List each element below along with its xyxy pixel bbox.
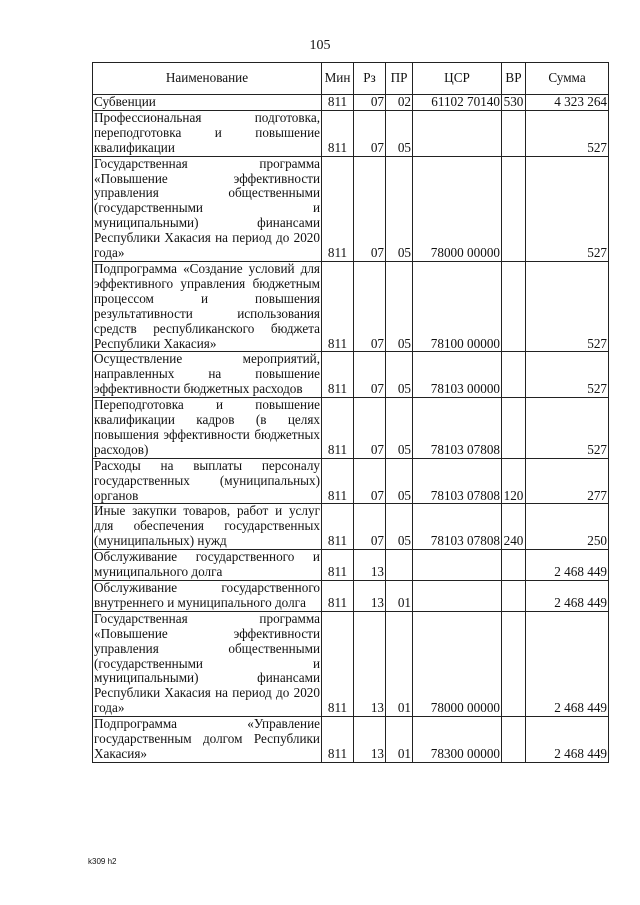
row-csr: 78000 00000 — [413, 156, 502, 261]
row-pr: 05 — [386, 398, 413, 459]
row-name: Обслуживание государственного и муниципального долга — [94, 549, 320, 580]
header-rz: Рз — [354, 63, 386, 95]
row-rz: 13 — [354, 611, 386, 716]
table-header-row — [93, 63, 609, 95]
row-pr: 05 — [386, 458, 413, 504]
footer-code: k309 h2 — [88, 857, 117, 866]
table-row — [93, 550, 609, 581]
row-pr — [386, 550, 413, 581]
row-rz: 13 — [354, 550, 386, 581]
row-min: 811 — [322, 550, 354, 581]
row-min: 811 — [322, 261, 354, 351]
row-rz: 07 — [354, 95, 386, 111]
row-min: 811 — [322, 717, 354, 763]
row-pr: 02 — [386, 95, 413, 111]
row-vr — [502, 156, 526, 261]
row-pr: 05 — [386, 261, 413, 351]
row-name: Расходы на выплаты персоналу государственных (муниципальных) органов — [94, 458, 320, 503]
row-vr — [502, 352, 526, 398]
table-row — [93, 504, 609, 550]
row-name: Подпрограмма «Управление государственным долгом Республики Хакасия» — [94, 716, 320, 761]
row-min: 811 — [322, 398, 354, 459]
row-min: 811 — [322, 581, 354, 612]
row-sum: 2 468 449 — [526, 581, 609, 612]
row-rz: 07 — [354, 398, 386, 459]
row-rz: 07 — [354, 261, 386, 351]
row-min: 811 — [322, 458, 354, 504]
row-pr: 05 — [386, 156, 413, 261]
table-row — [93, 261, 609, 351]
row-vr — [502, 581, 526, 612]
row-name: Обслуживание государственного внутреннего и муниципального долга — [94, 580, 320, 610]
row-csr — [413, 550, 502, 581]
row-csr: 78100 00000 — [413, 261, 502, 351]
row-pr: 01 — [386, 581, 413, 612]
row-vr — [502, 110, 526, 156]
row-name: Переподготовка и повышение квалификации кадров (в целях повышения эффективности бюджетных расходов) — [94, 397, 320, 457]
row-min: 811 — [322, 504, 354, 550]
row-csr: 78103 07808 — [413, 504, 502, 550]
row-csr: 61102 70140 — [413, 95, 502, 111]
row-min: 811 — [322, 352, 354, 398]
table-row — [93, 717, 609, 763]
row-min: 811 — [322, 110, 354, 156]
row-pr: 05 — [386, 504, 413, 550]
row-csr — [413, 581, 502, 612]
page-number: 105 — [309, 38, 331, 53]
row-rz: 07 — [354, 504, 386, 550]
row-csr: 78103 07808 — [413, 458, 502, 504]
row-vr — [502, 611, 526, 716]
row-vr — [502, 550, 526, 581]
row-name: Подпрограмма «Создание условий для эффективного управления бюджетным процессом и повышения результативности использования средств республиканского бюджета Республики Хакасия» — [94, 261, 320, 351]
table-row — [93, 458, 609, 504]
row-sum: 527 — [526, 110, 609, 156]
row-name: Государственная программа «Повышение эффективности управления общественными (государственными и муниципальными) финансами Республики Хакасия на период до 2020 года» — [94, 156, 320, 261]
row-vr: 530 — [502, 95, 526, 111]
row-vr — [502, 261, 526, 351]
row-name: Иные закупки товаров, работ и услуг для обеспечения государственных (муниципальных) нужд — [94, 503, 320, 549]
table-row — [93, 352, 609, 398]
row-sum: 277 — [526, 458, 609, 504]
row-csr: 78103 00000 — [413, 352, 502, 398]
table-row — [93, 581, 609, 612]
row-sum: 527 — [526, 352, 609, 398]
row-rz: 07 — [354, 110, 386, 156]
row-pr: 05 — [386, 110, 413, 156]
row-csr — [413, 110, 502, 156]
row-sum: 250 — [526, 504, 609, 550]
row-min: 811 — [322, 95, 354, 111]
row-pr: 01 — [386, 717, 413, 763]
row-min: 811 — [322, 156, 354, 261]
table-row — [93, 611, 609, 716]
row-vr: 120 — [502, 458, 526, 504]
row-csr: 78103 07808 — [413, 398, 502, 459]
header-name: Наименование — [93, 63, 322, 95]
table-row — [93, 95, 609, 111]
row-sum: 2 468 449 — [526, 611, 609, 716]
row-name: Субвенции — [93, 95, 322, 111]
row-rz: 13 — [354, 581, 386, 612]
budget-table — [92, 62, 609, 763]
header-min: Мин — [322, 63, 354, 95]
row-csr: 78300 00000 — [413, 717, 502, 763]
row-vr — [502, 717, 526, 763]
row-rz: 13 — [354, 717, 386, 763]
row-pr: 05 — [386, 352, 413, 398]
table-row — [93, 398, 609, 459]
row-rz: 07 — [354, 458, 386, 504]
row-name: Государственная программа «Повышение эффективности управления общественными (государственными и муниципальными) финансами Республики Хакасия на период до 2020 года» — [94, 611, 320, 716]
row-min: 811 — [322, 611, 354, 716]
row-sum: 527 — [526, 261, 609, 351]
row-rz: 07 — [354, 352, 386, 398]
row-name: Профессиональная подготовка, переподготовка и повышение квалификации — [94, 110, 320, 155]
row-csr: 78000 00000 — [413, 611, 502, 716]
row-name: Осуществление мероприятий, направленных на повышение эффективности бюджетных расходов — [94, 351, 320, 397]
row-vr — [502, 398, 526, 459]
row-sum: 2 468 449 — [526, 717, 609, 763]
table-row — [93, 110, 609, 156]
row-rz: 07 — [354, 156, 386, 261]
header-csr: ЦСР — [413, 63, 502, 95]
table-row — [93, 156, 609, 261]
row-vr: 240 — [502, 504, 526, 550]
header-pr: ПР — [386, 63, 413, 95]
row-sum: 527 — [526, 398, 609, 459]
row-sum: 2 468 449 — [526, 550, 609, 581]
header-sum: Сумма — [526, 63, 609, 95]
row-sum: 527 — [526, 156, 609, 261]
row-sum: 4 323 264 — [526, 95, 609, 111]
header-vr: ВР — [502, 63, 526, 95]
row-pr: 01 — [386, 611, 413, 716]
